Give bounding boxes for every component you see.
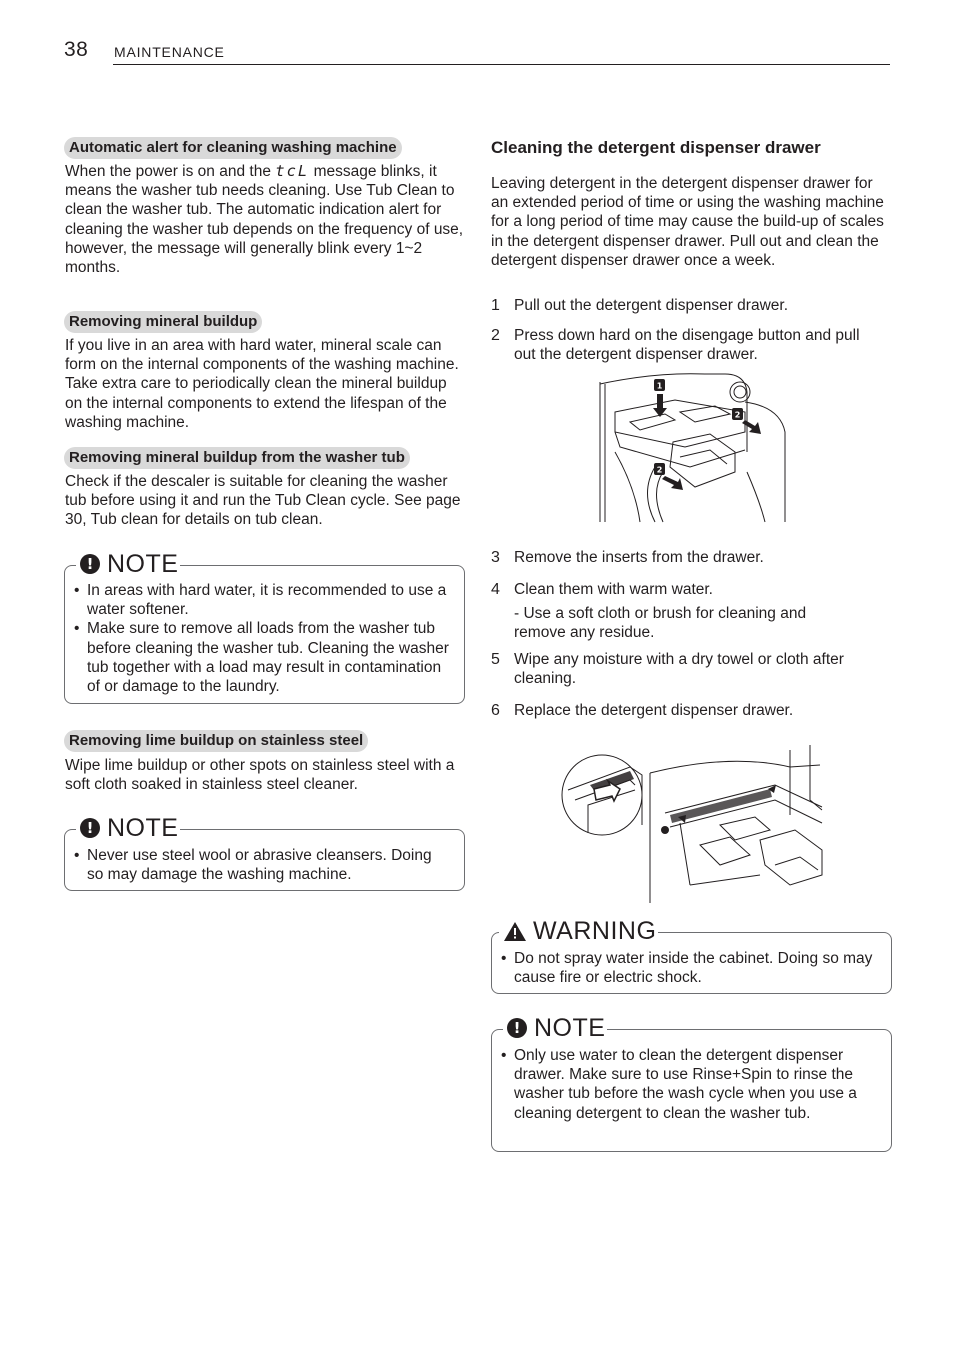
note-3-title [503,1014,607,1042]
callout-2-label: 2 [734,410,741,420]
disengage-button [661,826,669,834]
mineral-body: If you live in an area with hard water, mineral scale can form on the internal components of the washing machine. Take extra care to periodically clean the mineral buildup on the internal components to extend the lifespan of the washing machine. [65,337,459,431]
dispenser-intro: Leaving detergent in the detergent dispenser drawer for an extended period of time or using the washing machine for a long period of time may cause the build-up of scales in the detergent dispenser drawer. Pull out and clean the detergent dispenser drawer once a week. [491,175,884,269]
warning-item: • Do not spray water inside the cabinet. Doing so may cause fire or electric shock. [501,949,877,987]
step-number: 1 [491,297,500,314]
step-4-subnote: - Use a soft cloth or brush for cleaning and remove any residue. [514,605,807,642]
note-3-list [501,1046,879,1123]
tcl-display-code: tcL [275,162,310,180]
drawer-replace-illustration [560,745,825,903]
dispenser-heading: Cleaning the detergent dispenser drawer [491,138,821,157]
note-1-item: • In areas with hard water, it is recommended to use a water softener. [74,581,450,619]
warning-triangle-icon [503,921,527,942]
warning-title-text: WARNING [533,917,657,945]
step-text: Press down hard on the disengage button and pull out the detergent dispenser drawer. [514,327,860,364]
note-1-list [74,581,450,696]
step-number: 5 [491,651,500,668]
note-2-title [76,814,180,842]
callout-1-label: 1 [656,381,663,391]
mineral-heading: Removing mineral buildup [64,311,262,333]
step-number: 6 [491,702,500,719]
step-5 [491,650,891,688]
note-2-item: • Never use steel wool or abrasive cleansers. Doing so may damage the washing machine. [74,846,450,884]
warning-title [499,917,658,945]
header-rule [113,64,890,65]
mineral-tub-body: Check if the descaler is suitable for cleaning the washer tub before using it and run the Tub Clean cycle. See page 30, Tub clean for details on tub clean. [65,473,461,529]
step-2 [491,326,881,364]
step-4 [491,580,891,599]
warning-list [501,949,877,987]
step-3 [491,548,891,567]
step-number: 2 [491,327,500,344]
auto-alert-line1-end: message blinks, [313,163,425,180]
lime-heading: Removing lime buildup on stainless steel [64,730,368,752]
step-number: 4 [491,581,500,598]
auto-alert-heading: Automatic alert for cleaning washing machine [64,137,402,159]
section-title: MAINTENANCE [114,44,225,60]
exclamation-icon: ! [507,1018,527,1038]
auto-alert-rest: it means the washer tub needs cleaning. Use Tub Clean to clean the washer tub. The automatic indication alert for cleaning the washer tub depends on the frequency of use, however, the message will generally blink every 1~2 months. [65,163,464,277]
callout-2-label: 2 [656,465,663,475]
note-3-title-text: NOTE [534,1014,606,1042]
arrow-icon [662,476,683,490]
exclamation-icon: ! [80,554,100,574]
mineral-tub-heading: Removing mineral buildup from the washer tub [64,447,410,469]
lime-body: Wipe lime buildup or other spots on stainless steel with a soft cloth soaked in stainless steel cleaner. [65,757,455,794]
exclamation-icon: ! [80,818,100,838]
step-text: Wipe any moisture with a dry towel or cloth after cleaning. [514,651,844,688]
note-3-item: • Only use water to clean the detergent dispenser drawer. Make sure to use Rinse+Spin to rinse the washer tub before the wash cycle when you use a cleaning detergent to clean the washer tub. [501,1046,879,1123]
note-2-list [74,846,450,884]
note-1-title [76,550,180,578]
page-number: 38 [64,38,89,61]
auto-alert-body [65,162,465,277]
step-text: Clean them with warm water. [514,581,713,598]
step-text: Replace the detergent dispenser drawer. [514,702,794,719]
step-text: Remove the inserts from the drawer. [514,549,764,566]
note-1-title-text: NOTE [107,550,179,578]
step-number: 3 [491,549,500,566]
note-1-item: • Make sure to remove all loads from the washer tub before cleaning the washer tub. Cleaning the washer tub together with a load may result in contamination of or damage to the laundry. [74,619,450,696]
auto-alert-line1-start: When the power is on and the [65,163,271,180]
step-text: Pull out the detergent dispenser drawer. [514,297,789,314]
step-1 [491,296,891,315]
note-2-title-text: NOTE [107,814,179,842]
drawer-removal-illustration [595,372,790,527]
step-6 [491,701,891,720]
